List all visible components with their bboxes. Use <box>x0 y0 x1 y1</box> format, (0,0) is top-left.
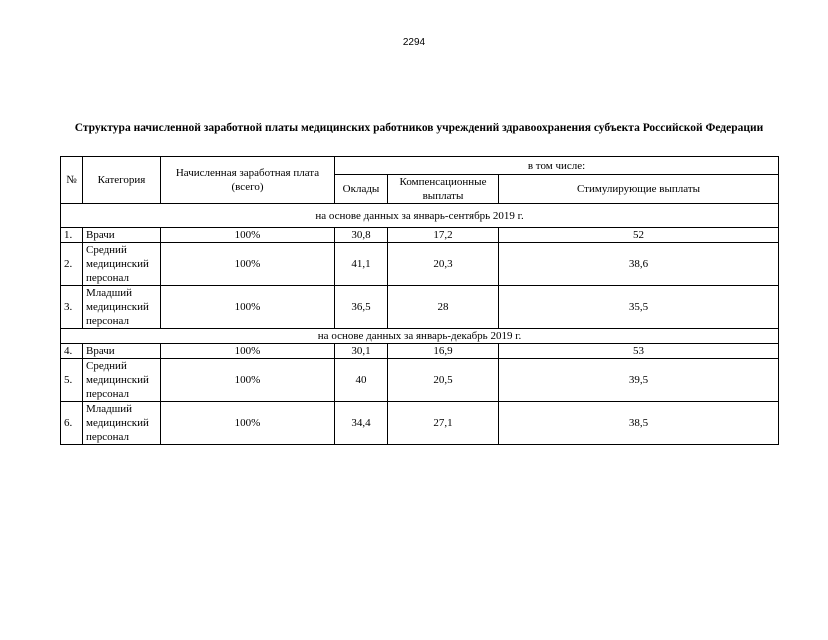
row-incentive: 52 <box>499 228 779 243</box>
header-salary: Оклады <box>335 175 388 204</box>
page-number: 2294 <box>402 37 426 48</box>
row-number: 3. <box>61 286 83 329</box>
row-total: 100% <box>161 243 335 286</box>
section-label: на основе данных за январь-декабрь 2019 г. <box>61 329 779 344</box>
row-total: 100% <box>161 344 335 359</box>
document-title: Структура начисленной заработной платы медицинских работников учреждений здравоохранения субъекта Российской Федерации <box>74 122 764 134</box>
row-total: 100% <box>161 359 335 402</box>
row-compensation: 20,3 <box>388 243 499 286</box>
row-category: Младший медицинский персонал <box>83 402 161 445</box>
header-category: Категория <box>83 157 161 204</box>
header-num: № <box>61 157 83 204</box>
row-number: 5. <box>61 359 83 402</box>
header-total-salary: Начисленная заработная плата (всего) <box>161 157 335 204</box>
section-label: на основе данных за январь-сентябрь 2019 г. <box>61 204 779 228</box>
row-incentive: 38,6 <box>499 243 779 286</box>
row-compensation: 27,1 <box>388 402 499 445</box>
header-compensation: Компенсационные выплаты <box>388 175 499 204</box>
header-including: в том числе: <box>335 157 779 175</box>
table-header-row <box>61 157 779 175</box>
table-row <box>61 402 779 445</box>
row-salary: 36,5 <box>335 286 388 329</box>
row-salary: 30,8 <box>335 228 388 243</box>
section-row <box>61 204 779 228</box>
row-incentive: 38,5 <box>499 402 779 445</box>
row-number: 4. <box>61 344 83 359</box>
row-total: 100% <box>161 286 335 329</box>
row-number: 1. <box>61 228 83 243</box>
row-category: Младший медицинский персонал <box>83 286 161 329</box>
section-row <box>61 329 779 344</box>
salary-structure-table <box>60 156 779 445</box>
row-number: 6. <box>61 402 83 445</box>
row-salary: 40 <box>335 359 388 402</box>
row-salary: 30,1 <box>335 344 388 359</box>
row-category: Врачи <box>83 344 161 359</box>
table-row <box>61 359 779 402</box>
row-compensation: 28 <box>388 286 499 329</box>
row-number: 2. <box>61 243 83 286</box>
row-incentive: 39,5 <box>499 359 779 402</box>
table-row <box>61 344 779 359</box>
row-total: 100% <box>161 402 335 445</box>
row-category: Врачи <box>83 228 161 243</box>
row-total: 100% <box>161 228 335 243</box>
row-category: Средний медицинский персонал <box>83 243 161 286</box>
row-salary: 41,1 <box>335 243 388 286</box>
row-compensation: 17,2 <box>388 228 499 243</box>
header-incentive: Стимулирующие выплаты <box>499 175 779 204</box>
row-salary: 34,4 <box>335 402 388 445</box>
row-compensation: 16,9 <box>388 344 499 359</box>
table-row <box>61 286 779 329</box>
table-row <box>61 228 779 243</box>
row-incentive: 53 <box>499 344 779 359</box>
row-category: Средний медицинский персонал <box>83 359 161 402</box>
table-row <box>61 243 779 286</box>
row-compensation: 20,5 <box>388 359 499 402</box>
row-incentive: 35,5 <box>499 286 779 329</box>
